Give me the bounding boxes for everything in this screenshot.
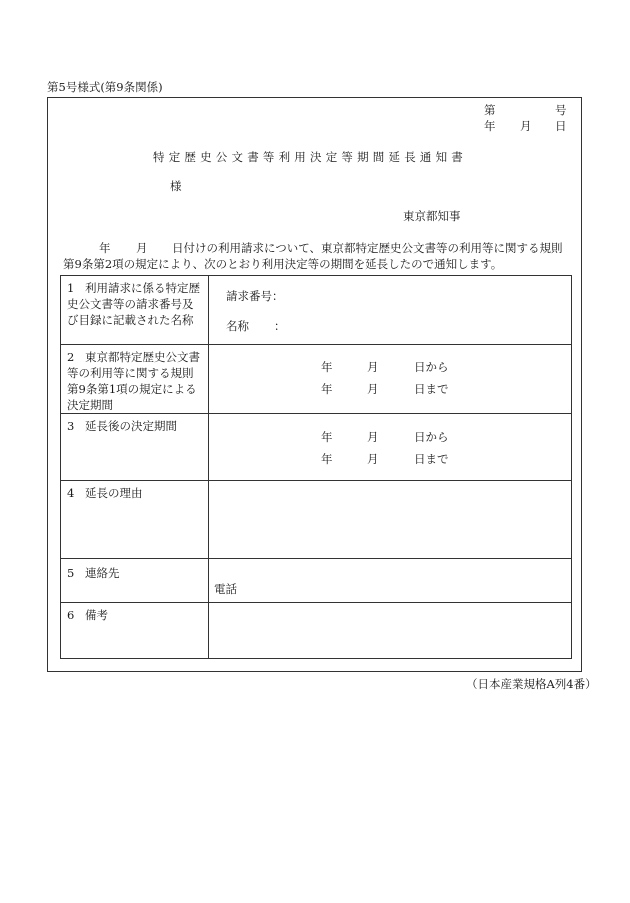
row2-value: 年 月 日から 年 月 日まで bbox=[209, 345, 572, 414]
row6-value[interactable] bbox=[209, 603, 572, 659]
row3-value: 年 月 日から 年 月 日まで bbox=[209, 414, 572, 481]
row5-value bbox=[209, 559, 572, 603]
table-row bbox=[61, 276, 572, 345]
form-table bbox=[60, 275, 572, 659]
body-year: 年 bbox=[99, 241, 111, 255]
paper-size-note: （日本産業規格A列4番） bbox=[466, 677, 597, 691]
name-colon: ： bbox=[274, 319, 286, 333]
addressee-suffix: 様 bbox=[170, 179, 182, 193]
row1-label: 1 利用請求に係る特定歴 史公文書等の請求番号及 び目録に記載された名称 bbox=[61, 276, 209, 345]
table-row bbox=[61, 481, 572, 559]
row-number: 1 bbox=[67, 281, 75, 295]
row5-label: 5 連絡先 bbox=[61, 559, 209, 603]
date-month: 月 bbox=[520, 119, 532, 133]
table-row bbox=[61, 603, 572, 659]
request-number-label: 請求番号： bbox=[226, 289, 284, 303]
date-day: 日 bbox=[555, 119, 567, 133]
table-row bbox=[61, 414, 572, 481]
row3-label: 3 延長後の決定期間 bbox=[61, 414, 209, 481]
name-label: 名称 bbox=[226, 319, 249, 333]
row2-label: 2 東京都特定歴史公文書 等の利用等に関する規則 第9条第1項の規定による 決定期間 bbox=[61, 345, 209, 414]
table-row bbox=[61, 559, 572, 603]
date-year: 年 bbox=[484, 119, 496, 133]
body-month: 月 bbox=[136, 241, 148, 255]
table-row bbox=[61, 345, 572, 414]
row6-label: 6 備考 bbox=[61, 603, 209, 659]
row4-value[interactable] bbox=[209, 481, 572, 559]
body-line1-text: 日付けの利用請求について、東京都特定歴史公文書等の利用等に関する規則 bbox=[172, 241, 563, 255]
form-number: 第5号様式(第9条関係) bbox=[47, 80, 163, 94]
doc-number-prefix: 第 bbox=[484, 103, 496, 117]
document-title: 特定歴史公文書等利用決定等期間延長通知書 bbox=[153, 150, 467, 164]
doc-number-suffix: 号 bbox=[555, 103, 567, 117]
row1-value bbox=[209, 276, 572, 345]
body-line2-text: 第9条第2項の規定により、次のとおり利用決定等の期間を延長したので通知します。 bbox=[63, 257, 503, 271]
phone-label: 電話 bbox=[214, 582, 237, 596]
row4-label: 4 延長の理由 bbox=[61, 481, 209, 559]
issuer: 東京都知事 bbox=[403, 209, 461, 223]
